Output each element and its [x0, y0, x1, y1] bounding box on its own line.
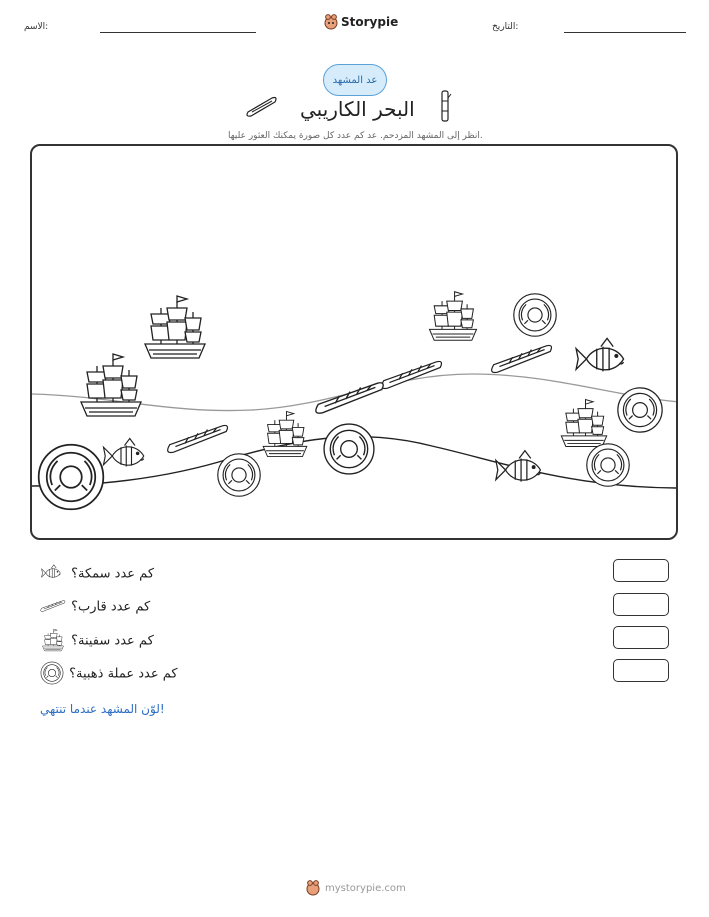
- boat-icon: [314, 372, 386, 424]
- instructions: انظر إلى المشهد المزدحم. عد كم عدد كل صورة يمكنك العثور عليها.: [228, 131, 483, 141]
- coin-icon: [36, 442, 106, 512]
- question-row: [40, 661, 178, 685]
- date-label: التاريخ:: [492, 22, 519, 32]
- question-row: [40, 595, 150, 617]
- brand-name: Storypie: [341, 15, 399, 29]
- boat-icon: [380, 352, 444, 398]
- fish-icon: [492, 444, 554, 496]
- storypie-logo-icon: [306, 880, 320, 896]
- question-text: كم عدد سمكة؟: [71, 566, 155, 582]
- fish-icon: [100, 432, 156, 480]
- boat-icon: [166, 416, 230, 462]
- question-row: [40, 628, 154, 652]
- answer-box[interactable]: [613, 659, 669, 682]
- ship-icon: [40, 628, 66, 652]
- brand-logo: [324, 14, 398, 30]
- date-line: [564, 32, 686, 33]
- scene-count-badge: عد المشهد: [323, 64, 387, 96]
- storypie-logo-icon: [324, 14, 338, 30]
- page-title: البحر الكاريبي: [300, 97, 415, 121]
- ship-icon: [258, 410, 312, 458]
- ship-icon: [74, 352, 148, 418]
- boat-icon: [40, 595, 66, 617]
- answer-box[interactable]: [613, 593, 669, 616]
- fish-icon: [572, 330, 638, 388]
- sea-scene: [30, 144, 678, 540]
- question-row: [40, 562, 154, 584]
- bamboo-icon: [438, 90, 452, 122]
- canoe-icon: [246, 94, 278, 118]
- coin-icon: [512, 292, 558, 338]
- fish-icon: [40, 562, 66, 584]
- boat-icon: [490, 336, 554, 382]
- ship-icon: [424, 290, 482, 342]
- question-text: كم عدد قارب؟: [71, 599, 151, 615]
- coloring-note: لوّن المشهد عندما تنتهي!: [40, 702, 165, 716]
- coin-icon: [616, 386, 664, 434]
- coin-icon: [584, 442, 632, 488]
- site-url[interactable]: mystorypie.com: [325, 882, 406, 894]
- question-text: كم عدد عملة ذهبية؟: [69, 666, 178, 682]
- coin-icon: [322, 422, 376, 476]
- footer: [306, 880, 406, 896]
- answer-box[interactable]: [613, 626, 669, 649]
- answer-box[interactable]: [613, 559, 669, 582]
- coin-icon: [40, 661, 64, 685]
- name-line: [100, 32, 256, 33]
- name-label: الاسم:: [24, 22, 49, 32]
- ship-icon: [556, 398, 612, 448]
- ship-icon: [138, 294, 212, 360]
- question-text: كم عدد سفينة؟: [71, 633, 154, 649]
